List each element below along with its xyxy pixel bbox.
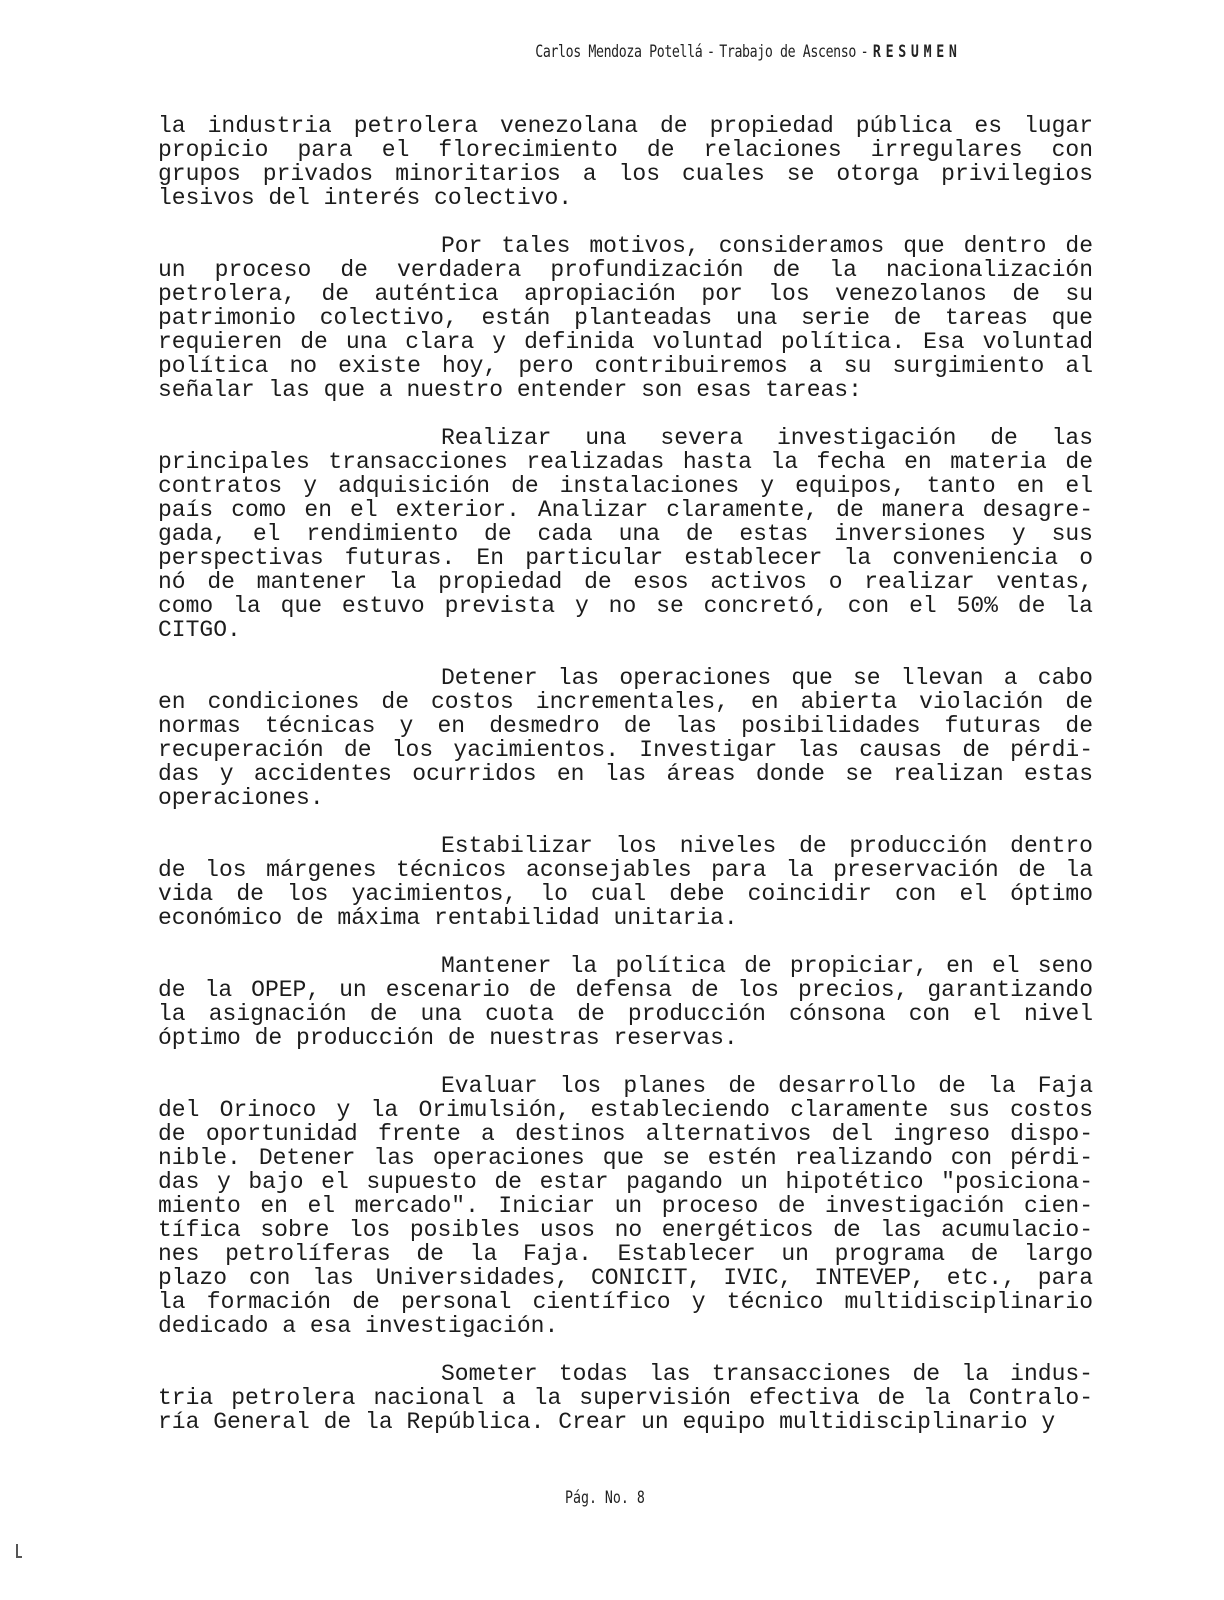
text-line: das y bajo el supuesto de estar pagando un hipotético "posiciona-: [158, 1169, 1093, 1195]
text-line: como la que estuvo prevista y no se concretó, con el 50% de la: [158, 593, 1093, 619]
text-line: plazo con las Universidades, CONICIT, IVIC, INTEVEP, etc., para: [158, 1265, 1093, 1291]
text-line: Detener las operaciones que se llevan a cabo: [441, 665, 1093, 691]
text-line: nes petrolíferas de la Faja. Establecer un programa de largo: [158, 1241, 1093, 1267]
text-line: Mantener la política de propiciar, en el seno: [441, 953, 1093, 979]
text-line: la industria petrolera venezolana de propiedad pública es lugar: [158, 113, 1093, 139]
text-line: ría General de la República. Crear un equipo multidisciplinario y: [158, 1409, 1056, 1435]
text-line: nible. Detener las operaciones que se estén realizando con pérdi-: [158, 1145, 1093, 1171]
paragraph: [158, 834, 1093, 930]
text-line: normas técnicas y en desmedro de las posibilidades futuras de: [158, 713, 1093, 739]
text-line: óptimo de producción de nuestras reservas.: [158, 1025, 738, 1051]
text-line: recuperación de los yacimientos. Investigar las causas de pérdi-: [158, 737, 1093, 763]
text-line: Realizar una severa investigación de las: [441, 425, 1093, 451]
text-line: CITGO.: [158, 617, 241, 643]
text-line: en condiciones de costos incrementales, en abierta violación de: [158, 689, 1093, 715]
text-line: propicio para el florecimiento de relaciones irregulares con: [158, 137, 1093, 163]
text-line: grupos privados minoritarios a los cuales se otorga privilegios: [158, 161, 1093, 187]
text-line: perspectivas futuras. En particular establecer la conveniencia o: [158, 545, 1093, 571]
text-line: dedicado a esa investigación.: [158, 1313, 559, 1339]
scan-corner-mark: [16, 1544, 18, 1558]
text-line: Someter todas las transacciones de la indus-: [441, 1361, 1093, 1387]
running-header: [536, 42, 962, 62]
text-line: la asignación de una cuota de producción cónsona con el nivel: [158, 1001, 1093, 1027]
text-line: Por tales motivos, consideramos que dentro de: [441, 233, 1093, 259]
paragraph: [158, 1362, 1093, 1434]
text-line: petrolera, de auténtica apropiación por los venezolanos de su: [158, 281, 1093, 307]
paragraph: [158, 1074, 1093, 1338]
text-line: de la OPEP, un escenario de defensa de los precios, garantizando: [158, 977, 1093, 1003]
paragraph: [158, 954, 1093, 1050]
page-number: Pág. No. 8: [565, 1488, 645, 1508]
header-section: RESUMEN: [873, 42, 962, 62]
paragraph: [158, 666, 1093, 810]
text-line: Evaluar los planes de desarrollo de la Faja: [441, 1073, 1093, 1099]
text-line: requieren de una clara y definida voluntad política. Esa voluntad: [158, 329, 1093, 355]
text-line: nó de mantener la propiedad de esos activos o realizar ventas,: [158, 569, 1093, 595]
text-line: de los márgenes técnicos aconsejables para la preservación de la: [158, 857, 1093, 883]
text-line: un proceso de verdadera profundización de la nacionalización: [158, 257, 1093, 283]
text-line: operaciones.: [158, 785, 324, 811]
paragraph: [158, 426, 1093, 642]
text-line: de oportunidad frente a destinos alternativos del ingreso dispo-: [158, 1121, 1093, 1147]
text-line: vida de los yacimientos, lo cual debe coincidir con el óptimo: [158, 881, 1093, 907]
text-line: miento en el mercado". Iniciar un proceso de investigación cien-: [158, 1193, 1093, 1219]
header-separator: -: [861, 42, 869, 62]
header-title: Trabajo de Ascenso: [719, 42, 857, 62]
text-line: del Orinoco y la Orimulsión, estableciendo claramente sus costos: [158, 1097, 1093, 1123]
text-line: país como en el exterior. Analizar claramente, de manera desagre-: [158, 497, 1093, 523]
text-line: política no existe hoy, pero contribuiremos a su surgimiento al: [158, 353, 1093, 379]
text-line: patrimonio colectivo, están planteadas una serie de tareas que: [158, 305, 1093, 331]
document-body: [158, 114, 1093, 1458]
text-line: la formación de personal científico y técnico multidisciplinario: [158, 1289, 1093, 1315]
text-line: contratos y adquisición de instalaciones y equipos, tanto en el: [158, 473, 1093, 499]
text-line: lesivos del interés colectivo.: [158, 185, 573, 211]
text-line: Estabilizar los niveles de producción dentro: [441, 833, 1093, 859]
header-author: Carlos Mendoza Potellá: [535, 42, 703, 62]
text-line: tria petrolera nacional a la supervisión efectiva de la Contralo-: [158, 1385, 1093, 1411]
text-line: económico de máxima rentabilidad unitaria.: [158, 905, 738, 931]
text-line: das y accidentes ocurridos en las áreas donde se realizan estas: [158, 761, 1093, 787]
header-separator: -: [707, 42, 716, 62]
text-line: principales transacciones realizadas hasta la fecha en materia de: [158, 449, 1093, 475]
text-line: señalar las que a nuestro entender son esas tareas:: [158, 377, 862, 403]
paragraph: [158, 234, 1093, 402]
text-line: gada, el rendimiento de cada una de estas inversiones y sus: [158, 521, 1093, 547]
paragraph: [158, 114, 1093, 210]
text-line: tífica sobre los posibles usos no energéticos de las acumulacio-: [158, 1217, 1093, 1243]
